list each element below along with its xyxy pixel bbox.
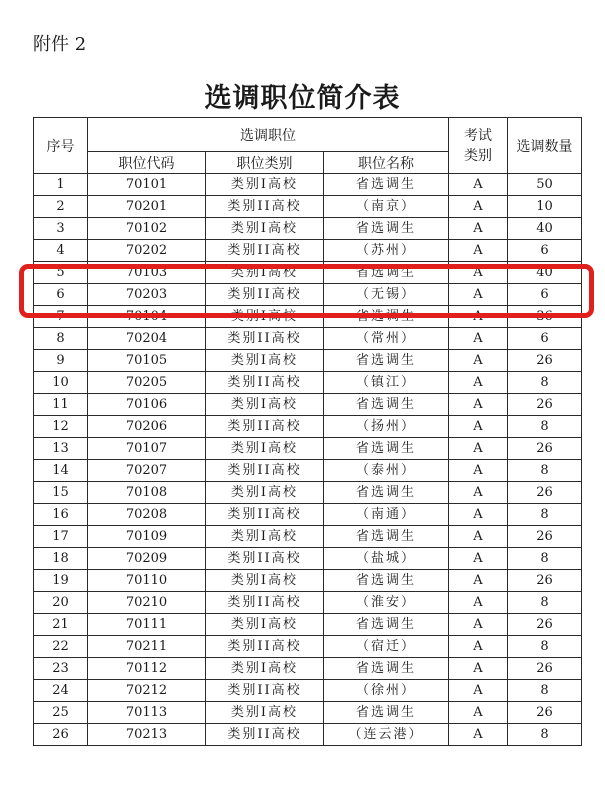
cell-name: 省选调生 <box>324 350 449 372</box>
header-code: 职位代码 <box>88 152 206 174</box>
table-row <box>34 218 582 240</box>
cell-exam: A <box>449 196 508 218</box>
table-row <box>34 570 582 592</box>
cell-seq: 2 <box>34 196 88 218</box>
cell-name: 省选调生 <box>324 702 449 724</box>
cell-name: 省选调生 <box>324 570 449 592</box>
cell-code: 70108 <box>88 482 206 504</box>
cell-name: （常州） <box>324 328 449 350</box>
cell-name: 省选调生 <box>324 614 449 636</box>
cell-code: 70206 <box>88 416 206 438</box>
cell-code: 70212 <box>88 680 206 702</box>
cell-quota: 8 <box>508 592 582 614</box>
cell-exam: A <box>449 174 508 196</box>
cell-category: 类别II高校 <box>206 504 324 526</box>
cell-exam: A <box>449 526 508 548</box>
cell-category: 类别I高校 <box>206 526 324 548</box>
cell-exam: A <box>449 658 508 680</box>
cell-code: 70110 <box>88 570 206 592</box>
cell-category: 类别I高校 <box>206 306 324 328</box>
cell-name: 省选调生 <box>324 394 449 416</box>
cell-seq: 21 <box>34 614 88 636</box>
cell-name: 省选调生 <box>324 262 449 284</box>
cell-exam: A <box>449 548 508 570</box>
cell-code: 70105 <box>88 350 206 372</box>
cell-seq: 17 <box>34 526 88 548</box>
cell-category: 类别II高校 <box>206 592 324 614</box>
cell-exam: A <box>449 262 508 284</box>
cell-code: 70103 <box>88 262 206 284</box>
table-row <box>34 438 582 460</box>
cell-exam: A <box>449 504 508 526</box>
cell-code: 70106 <box>88 394 206 416</box>
cell-exam: A <box>449 460 508 482</box>
table-row <box>34 372 582 394</box>
table-row <box>34 240 582 262</box>
cell-code: 70109 <box>88 526 206 548</box>
table-row <box>34 614 582 636</box>
table-row <box>34 592 582 614</box>
cell-category: 类别II高校 <box>206 680 324 702</box>
cell-exam: A <box>449 614 508 636</box>
cell-seq: 20 <box>34 592 88 614</box>
cell-quota: 50 <box>508 174 582 196</box>
cell-name: 省选调生 <box>324 438 449 460</box>
cell-quota: 26 <box>508 570 582 592</box>
cell-name: （镇江） <box>324 372 449 394</box>
cell-exam: A <box>449 482 508 504</box>
cell-category: 类别I高校 <box>206 482 324 504</box>
cell-quota: 6 <box>508 240 582 262</box>
cell-quota: 26 <box>508 394 582 416</box>
cell-quota: 8 <box>508 724 582 746</box>
cell-quota: 26 <box>508 438 582 460</box>
table-row <box>34 504 582 526</box>
cell-code: 70113 <box>88 702 206 724</box>
cell-name: （淮安） <box>324 592 449 614</box>
cell-exam: A <box>449 350 508 372</box>
cell-name: 省选调生 <box>324 174 449 196</box>
cell-seq: 22 <box>34 636 88 658</box>
cell-exam: A <box>449 284 508 306</box>
header-category: 职位类别 <box>206 152 324 174</box>
cell-quota: 26 <box>508 658 582 680</box>
cell-quota: 8 <box>508 504 582 526</box>
cell-name: 省选调生 <box>324 526 449 548</box>
header-name: 职位名称 <box>324 152 449 174</box>
cell-code: 70210 <box>88 592 206 614</box>
cell-seq: 14 <box>34 460 88 482</box>
cell-seq: 25 <box>34 702 88 724</box>
cell-name: （宿迁） <box>324 636 449 658</box>
table-row <box>34 526 582 548</box>
cell-exam: A <box>449 328 508 350</box>
cell-seq: 13 <box>34 438 88 460</box>
cell-code: 70204 <box>88 328 206 350</box>
cell-quota: 8 <box>508 372 582 394</box>
cell-exam: A <box>449 592 508 614</box>
cell-exam: A <box>449 306 508 328</box>
cell-category: 类别II高校 <box>206 240 324 262</box>
cell-code: 70205 <box>88 372 206 394</box>
cell-quota: 26 <box>508 350 582 372</box>
cell-name: （扬州） <box>324 416 449 438</box>
cell-quota: 6 <box>508 284 582 306</box>
table-row <box>34 548 582 570</box>
cell-quota: 8 <box>508 636 582 658</box>
header-seq: 序号 <box>34 118 88 174</box>
cell-exam: A <box>449 416 508 438</box>
cell-quota: 40 <box>508 262 582 284</box>
cell-quota: 10 <box>508 196 582 218</box>
cell-seq: 3 <box>34 218 88 240</box>
cell-category: 类别I高校 <box>206 570 324 592</box>
table-row <box>34 416 582 438</box>
cell-seq: 11 <box>34 394 88 416</box>
cell-code: 70209 <box>88 548 206 570</box>
cell-name: （连云港） <box>324 724 449 746</box>
cell-quota: 26 <box>508 702 582 724</box>
cell-seq: 12 <box>34 416 88 438</box>
cell-seq: 1 <box>34 174 88 196</box>
table-row <box>34 658 582 680</box>
cell-quota: 8 <box>508 548 582 570</box>
cell-code: 70207 <box>88 460 206 482</box>
cell-category: 类别II高校 <box>206 372 324 394</box>
cell-code: 70202 <box>88 240 206 262</box>
table-body <box>34 174 582 746</box>
header-exam-type: 考试 类别 <box>449 118 508 174</box>
table-row <box>34 724 582 746</box>
cell-seq: 24 <box>34 680 88 702</box>
cell-category: 类别II高校 <box>206 636 324 658</box>
cell-seq: 26 <box>34 724 88 746</box>
cell-seq: 6 <box>34 284 88 306</box>
cell-name: 省选调生 <box>324 218 449 240</box>
cell-category: 类别I高校 <box>206 350 324 372</box>
cell-code: 70203 <box>88 284 206 306</box>
cell-exam: A <box>449 570 508 592</box>
cell-seq: 10 <box>34 372 88 394</box>
cell-exam: A <box>449 438 508 460</box>
cell-quota: 36 <box>508 306 582 328</box>
cell-code: 70101 <box>88 174 206 196</box>
cell-category: 类别I高校 <box>206 702 324 724</box>
cell-code: 70213 <box>88 724 206 746</box>
cell-seq: 15 <box>34 482 88 504</box>
cell-code: 70201 <box>88 196 206 218</box>
cell-name: 省选调生 <box>324 482 449 504</box>
cell-category: 类别II高校 <box>206 460 324 482</box>
header-position-group: 选调职位 <box>88 118 449 152</box>
highlight-box <box>19 264 594 318</box>
cell-seq: 9 <box>34 350 88 372</box>
cell-name: （南京） <box>324 196 449 218</box>
cell-category: 类别I高校 <box>206 174 324 196</box>
cell-category: 类别II高校 <box>206 328 324 350</box>
cell-exam: A <box>449 240 508 262</box>
cell-quota: 26 <box>508 482 582 504</box>
cell-exam: A <box>449 680 508 702</box>
position-table <box>33 117 582 746</box>
cell-seq: 5 <box>34 262 88 284</box>
table-row <box>34 702 582 724</box>
table-row <box>34 460 582 482</box>
cell-exam: A <box>449 702 508 724</box>
cell-seq: 7 <box>34 306 88 328</box>
cell-seq: 8 <box>34 328 88 350</box>
cell-category: 类别II高校 <box>206 196 324 218</box>
cell-exam: A <box>449 218 508 240</box>
cell-quota: 6 <box>508 328 582 350</box>
header-quota: 选调数量 <box>508 118 582 174</box>
cell-category: 类别I高校 <box>206 438 324 460</box>
cell-seq: 23 <box>34 658 88 680</box>
cell-category: 类别I高校 <box>206 658 324 680</box>
cell-code: 70102 <box>88 218 206 240</box>
cell-exam: A <box>449 724 508 746</box>
attachment-label: 附件 2 <box>33 34 87 55</box>
cell-code: 70211 <box>88 636 206 658</box>
cell-quota: 26 <box>508 526 582 548</box>
table-row <box>34 196 582 218</box>
table-row <box>34 680 582 702</box>
cell-quota: 8 <box>508 460 582 482</box>
cell-name: （盐城） <box>324 548 449 570</box>
cell-category: 类别II高校 <box>206 548 324 570</box>
table-row <box>34 328 582 350</box>
cell-seq: 4 <box>34 240 88 262</box>
cell-category: 类别I高校 <box>206 614 324 636</box>
cell-name: 省选调生 <box>324 306 449 328</box>
cell-quota: 40 <box>508 218 582 240</box>
table-row <box>34 174 582 196</box>
table-row <box>34 350 582 372</box>
cell-exam: A <box>449 394 508 416</box>
cell-quota: 8 <box>508 680 582 702</box>
cell-code: 70104 <box>88 306 206 328</box>
cell-name: （南通） <box>324 504 449 526</box>
cell-category: 类别I高校 <box>206 262 324 284</box>
cell-code: 70112 <box>88 658 206 680</box>
cell-category: 类别II高校 <box>206 724 324 746</box>
table-row <box>34 394 582 416</box>
table-row <box>34 636 582 658</box>
cell-quota: 8 <box>508 416 582 438</box>
cell-seq: 16 <box>34 504 88 526</box>
cell-code: 70111 <box>88 614 206 636</box>
cell-name: （徐州） <box>324 680 449 702</box>
cell-name: 省选调生 <box>324 658 449 680</box>
cell-code: 70107 <box>88 438 206 460</box>
cell-category: 类别II高校 <box>206 284 324 306</box>
cell-code: 70208 <box>88 504 206 526</box>
cell-seq: 19 <box>34 570 88 592</box>
cell-category: 类别I高校 <box>206 394 324 416</box>
cell-name: （苏州） <box>324 240 449 262</box>
cell-category: 类别II高校 <box>206 416 324 438</box>
cell-exam: A <box>449 372 508 394</box>
cell-exam: A <box>449 636 508 658</box>
document-title: 选调职位简介表 <box>204 83 401 114</box>
cell-name: （无锡） <box>324 284 449 306</box>
cell-seq: 18 <box>34 548 88 570</box>
table-row <box>34 482 582 504</box>
cell-quota: 26 <box>508 614 582 636</box>
cell-category: 类别I高校 <box>206 218 324 240</box>
cell-name: （泰州） <box>324 460 449 482</box>
